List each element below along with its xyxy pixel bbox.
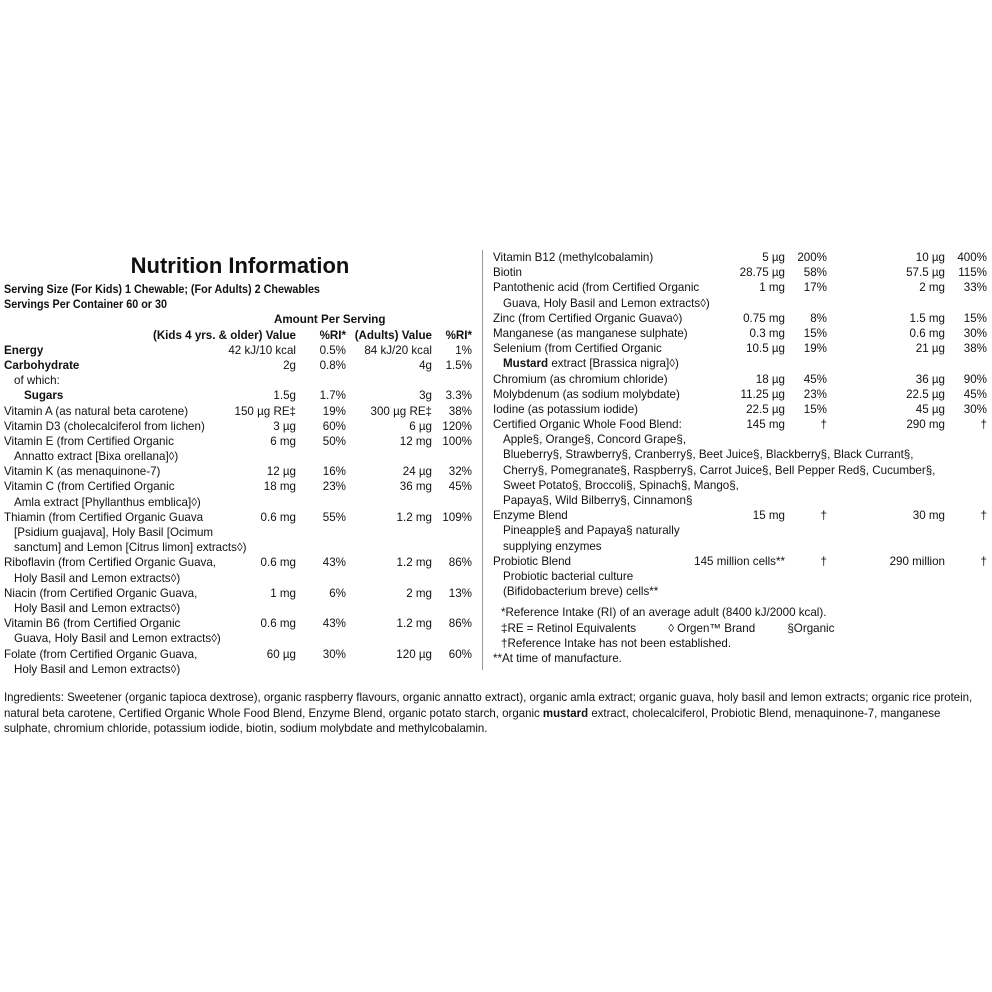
value-kids: 18 µg bbox=[755, 372, 785, 386]
value-kids: 60 µg bbox=[266, 647, 296, 661]
pct-adults: † bbox=[980, 418, 987, 432]
value-kids: 10.5 µg bbox=[746, 342, 785, 356]
value-adults: 36 µg bbox=[915, 372, 945, 386]
servings-per-container: Servings Per Container 60 or 30 bbox=[4, 298, 167, 312]
nutrient-label: Holy Basil and Lemon extracts◊) bbox=[14, 601, 181, 615]
nutrient-row bbox=[493, 326, 988, 341]
nutrient-row bbox=[4, 662, 474, 677]
nutrient-label: Holy Basil and Lemon extracts◊) bbox=[14, 662, 181, 676]
nutrient-label: Vitamin B12 (methylcobalamin) bbox=[493, 251, 654, 264]
header-pct-kids: %RI* bbox=[319, 328, 346, 342]
value-adults: 45 µg bbox=[915, 402, 945, 416]
pct-adults: 1% bbox=[455, 343, 472, 357]
nutrient-label: Chromium (as chromium chloride) bbox=[493, 372, 668, 386]
nutrient-label: Guava, Holy Basil and Lemon extracts◊) bbox=[14, 632, 221, 646]
header-pct-adults: %RI* bbox=[445, 328, 472, 342]
nutrient-label: Enzyme Blend bbox=[493, 509, 568, 523]
nutrient-label: Vitamin K (as menaquinone-7) bbox=[4, 465, 161, 479]
header-adults: (Adults) Value bbox=[354, 328, 432, 342]
nutrient-row bbox=[493, 478, 988, 493]
nutrient-row bbox=[493, 523, 988, 538]
nutrient-label: Folate (from Certified Organic Guava, bbox=[4, 647, 198, 661]
pct-kids: 15% bbox=[803, 402, 827, 416]
value-adults: 2 mg bbox=[406, 586, 432, 600]
nutrient-label: Probiotic Blend bbox=[493, 554, 571, 568]
pct-kids: 19% bbox=[322, 404, 346, 418]
value-kids: 28.75 µg bbox=[739, 266, 785, 280]
nutrient-row bbox=[4, 449, 474, 464]
nutrient-label: Thiamin (from Certified Organic Guava bbox=[4, 510, 204, 524]
pct-adults: 1.5% bbox=[445, 358, 472, 372]
value-kids: 0.3 mg bbox=[749, 326, 785, 340]
nutrient-row bbox=[493, 402, 988, 417]
pct-adults: 30% bbox=[963, 326, 987, 340]
value-kids: 0.75 mg bbox=[743, 311, 785, 325]
nutrient-row bbox=[493, 387, 988, 402]
nutrient-row bbox=[4, 571, 474, 586]
left-nutrient-list bbox=[4, 343, 474, 677]
pct-adults: 86% bbox=[448, 556, 472, 570]
value-adults: 120 µg bbox=[396, 647, 432, 661]
value-kids: 0.6 mg bbox=[260, 556, 296, 570]
nutrient-label: Cherry§, Pomegranate§, Raspberry§, Carrot Juice§, Bell Pepper Red§, Cucumber§, bbox=[503, 463, 936, 477]
value-kids: 3 µg bbox=[273, 419, 296, 433]
pct-kids: 45% bbox=[803, 372, 827, 386]
nutrient-row bbox=[4, 616, 474, 631]
nutrient-label: Sugars bbox=[24, 389, 64, 403]
value-adults: 21 µg bbox=[915, 342, 945, 356]
value-adults: 24 µg bbox=[402, 465, 432, 479]
pct-kids: 17% bbox=[803, 281, 827, 295]
serving-size: Serving Size (For Kids) 1 Chewable; (For Adults) 2 Chewables bbox=[4, 283, 320, 296]
right-column bbox=[493, 250, 988, 666]
nutrient-label: Amla extract [Phyllanthus emblica]◊) bbox=[14, 495, 201, 509]
value-adults: 84 kJ/20 kcal bbox=[364, 343, 432, 357]
pct-kids: 23% bbox=[803, 387, 827, 401]
pct-kids: 8% bbox=[810, 311, 827, 325]
nutrient-label: Selenium (from Certified Organic bbox=[493, 342, 662, 356]
nutrient-row bbox=[4, 495, 474, 510]
value-kids: 2g bbox=[283, 358, 296, 372]
nutrient-label: Zinc (from Certified Organic Guava◊) bbox=[493, 311, 683, 325]
value-kids: 15 mg bbox=[752, 509, 785, 523]
value-adults: 1.2 mg bbox=[396, 556, 432, 570]
page-title: Nutrition Information bbox=[130, 253, 350, 278]
value-kids: 12 µg bbox=[266, 465, 296, 479]
nutrient-label: Vitamin B6 (from Certified Organic bbox=[4, 617, 181, 631]
value-kids: 150 µg RE‡ bbox=[234, 404, 296, 418]
pct-adults: 90% bbox=[963, 372, 987, 386]
nutrient-row bbox=[4, 358, 474, 373]
nutrient-label: Carbohydrate bbox=[4, 358, 80, 372]
nutrient-label: Pineapple§ and Papaya§ naturally bbox=[503, 524, 680, 538]
nutrient-label: Vitamin E (from Certified Organic bbox=[4, 434, 174, 448]
value-adults: 0.6 mg bbox=[909, 326, 945, 340]
nutrient-label: Biotin bbox=[493, 266, 523, 280]
nutrient-row bbox=[493, 508, 988, 523]
pct-kids: 58% bbox=[803, 266, 827, 280]
nutrient-row bbox=[4, 631, 474, 646]
pct-kids: † bbox=[820, 509, 827, 523]
nutrient-row bbox=[4, 555, 474, 570]
value-kids: 6 mg bbox=[270, 434, 296, 448]
nutrient-row bbox=[493, 265, 988, 280]
pct-adults: 45% bbox=[448, 480, 472, 494]
header-kids: (Kids 4 yrs. & older) Value bbox=[152, 328, 296, 342]
footnote-manufacture: **At time of manufacture. bbox=[493, 651, 622, 665]
nutrient-row bbox=[4, 525, 474, 540]
pct-kids: 0.5% bbox=[319, 343, 346, 357]
left-column bbox=[4, 250, 474, 677]
nutrient-label: Pantothenic acid (from Certified Organic bbox=[493, 281, 700, 295]
nutrient-label: sanctum] and Lemon [Citrus limon] extracts◊) bbox=[14, 541, 247, 555]
nutrient-label: Vitamin D3 (cholecalciferol from lichen) bbox=[4, 419, 205, 433]
pct-adults: 15% bbox=[963, 311, 987, 325]
nutrient-row bbox=[493, 296, 988, 311]
column-headers bbox=[4, 328, 474, 343]
amount-per-serving-row bbox=[4, 312, 474, 327]
footnotes bbox=[493, 605, 988, 666]
value-kids: 0.6 mg bbox=[260, 510, 296, 524]
nutrient-row bbox=[4, 373, 474, 388]
nutrient-row bbox=[493, 447, 988, 462]
nutrient-label: Riboflavin (from Certified Organic Guava, bbox=[4, 556, 216, 570]
nutrient-label: Guava, Holy Basil and Lemon extracts◊) bbox=[503, 296, 710, 310]
value-adults: 10 µg bbox=[915, 251, 945, 264]
pct-adults: 45% bbox=[963, 387, 987, 401]
pct-adults: 100% bbox=[442, 434, 472, 448]
value-kids: 18 mg bbox=[263, 480, 296, 494]
nutrient-label: supplying enzymes bbox=[503, 539, 602, 553]
pct-adults: 38% bbox=[963, 342, 987, 356]
value-adults: 290 million bbox=[889, 554, 945, 568]
pct-kids: 15% bbox=[803, 326, 827, 340]
nutrient-row bbox=[493, 569, 988, 584]
nutrient-label: Certified Organic Whole Food Blend: bbox=[493, 418, 682, 432]
pct-adults: 32% bbox=[448, 465, 472, 479]
nutrient-row bbox=[493, 493, 988, 508]
value-adults: 6 µg bbox=[409, 419, 432, 433]
nutrient-row bbox=[493, 417, 988, 432]
pct-adults: 120% bbox=[442, 419, 472, 433]
pct-kids: 43% bbox=[322, 617, 346, 631]
value-adults: 1.2 mg bbox=[396, 510, 432, 524]
right-nutrient-list bbox=[493, 250, 988, 599]
nutrient-row bbox=[493, 463, 988, 478]
value-adults: 36 mg bbox=[399, 480, 432, 494]
value-kids: 1 mg bbox=[759, 281, 785, 295]
nutrient-row bbox=[4, 343, 474, 358]
value-kids: 1.5g bbox=[273, 389, 296, 403]
nutrition-panel bbox=[0, 250, 992, 676]
ingredients-bold: mustard bbox=[542, 705, 589, 720]
pct-kids: † bbox=[820, 418, 827, 432]
nutrient-label: Manganese (as manganese sulphate) bbox=[493, 326, 688, 340]
value-kids: 145 million cells** bbox=[694, 554, 785, 568]
footnote-ri: *Reference Intake (RI) of an average adult (8400 kJ/2000 kcal). bbox=[501, 606, 827, 620]
nutrient-row bbox=[493, 280, 988, 295]
value-adults: 30 mg bbox=[912, 509, 945, 523]
value-kids: 5 µg bbox=[762, 251, 785, 264]
nutrient-row bbox=[4, 647, 474, 662]
pct-adults: 30% bbox=[963, 402, 987, 416]
nutrient-label: Vitamin A (as natural beta carotene) bbox=[4, 404, 189, 418]
nutrient-row bbox=[4, 510, 474, 525]
nutrient-row bbox=[493, 311, 988, 326]
value-adults: 1.5 mg bbox=[909, 311, 945, 325]
amount-per-serving: Amount Per Serving bbox=[274, 313, 386, 327]
nutrient-label: Blueberry§, Strawberry§, Cranberry§, Beet Juice§, Blackberry§, Black Currant§, bbox=[503, 448, 914, 462]
nutrient-row bbox=[4, 434, 474, 449]
pct-kids: 19% bbox=[803, 342, 827, 356]
ingredients-pre: Ingredients: Sweetener (organic tapioca dextrose), organic raspberry flavours, organic annatto extract), organic amla extract; organic guava, holy basil and lemon extracts; organic rice protein, natural beta carotene, Certified Organic Whole Food Blend, Enzyme Blend, organic potato starch, organic bbox=[4, 690, 973, 720]
pct-adults: † bbox=[980, 554, 987, 568]
pct-kids: † bbox=[820, 554, 827, 568]
nutrient-label: Holy Basil and Lemon extracts◊) bbox=[14, 571, 181, 585]
pct-kids: 60% bbox=[322, 419, 346, 433]
nutrient-label: Annatto extract [Bixa orellana]◊) bbox=[14, 450, 179, 464]
nutrient-row bbox=[493, 554, 988, 569]
pct-adults: † bbox=[980, 509, 987, 523]
pct-adults: 109% bbox=[442, 510, 472, 524]
value-kids: 1 mg bbox=[270, 586, 296, 600]
nutrient-row bbox=[4, 419, 474, 434]
value-adults: 4g bbox=[419, 358, 432, 372]
nutrient-label: Niacin (from Certified Organic Guava, bbox=[4, 586, 198, 600]
nutrient-row bbox=[4, 540, 474, 555]
value-adults: 2 mg bbox=[919, 281, 945, 295]
nutrient-label: Energy bbox=[4, 343, 44, 357]
pct-adults: 86% bbox=[448, 617, 472, 631]
pct-adults: 400% bbox=[957, 251, 987, 264]
value-adults: 3g bbox=[419, 389, 432, 403]
value-kids: 42 kJ/10 kcal bbox=[228, 343, 296, 357]
pct-kids: 30% bbox=[322, 647, 346, 661]
pct-adults: 60% bbox=[448, 647, 472, 661]
label-bold-word: Mustard bbox=[503, 357, 549, 371]
value-kids: 22.5 µg bbox=[746, 402, 785, 416]
value-kids: 11.25 µg bbox=[740, 387, 785, 401]
nutrient-label: Probiotic bacterial culture bbox=[503, 569, 634, 583]
pct-adults: 13% bbox=[448, 586, 472, 600]
nutrient-row bbox=[493, 250, 988, 265]
nutrient-row bbox=[4, 586, 474, 601]
nutrient-label: Vitamin C (from Certified Organic bbox=[4, 480, 175, 494]
nutrient-row bbox=[4, 601, 474, 616]
nutrient-label: Apple§, Orange§, Concord Grape§, bbox=[503, 433, 687, 447]
nutrient-row bbox=[493, 372, 988, 387]
value-kids: 145 mg bbox=[746, 418, 785, 432]
nutrient-row bbox=[4, 388, 474, 403]
nutrient-row bbox=[4, 479, 474, 494]
nutrient-row bbox=[493, 432, 988, 447]
nutrient-label: Mustard extract [Brassica nigra]◊) bbox=[503, 357, 679, 371]
value-adults: 290 mg bbox=[906, 418, 945, 432]
nutrient-row bbox=[493, 584, 988, 599]
footnote-dagger: †Reference Intake has not been established. bbox=[501, 636, 732, 650]
pct-kids: 16% bbox=[322, 465, 346, 479]
pct-kids: 43% bbox=[322, 556, 346, 570]
nutrient-row bbox=[493, 341, 988, 356]
pct-kids: 0.8% bbox=[319, 358, 346, 372]
pct-adults: 3.3% bbox=[445, 389, 472, 403]
pct-kids: 50% bbox=[322, 434, 346, 448]
nutrient-label: (Bifidobacterium breve) cells** bbox=[503, 585, 659, 599]
nutrient-label: Sweet Potato§, Broccoli§, Spinach§, Mango§, bbox=[503, 478, 739, 492]
column-divider bbox=[482, 250, 483, 670]
nutrient-label: [Psidium guajava], Holy Basil [Ocimum bbox=[14, 526, 214, 540]
nutrient-row bbox=[4, 404, 474, 419]
value-adults: 300 µg RE‡ bbox=[370, 404, 432, 418]
pct-adults: 33% bbox=[963, 281, 987, 295]
pct-adults: 38% bbox=[448, 404, 472, 418]
nutrient-label: Papaya§, Wild Bilberry§, Cinnamon§ bbox=[503, 494, 693, 507]
pct-kids: 6% bbox=[329, 586, 346, 600]
pct-adults: 115% bbox=[958, 266, 987, 280]
nutrient-row bbox=[4, 464, 474, 479]
value-adults: 57.5 µg bbox=[906, 266, 945, 280]
nutrient-label: Iodine (as potassium iodide) bbox=[493, 402, 639, 416]
value-adults: 1.2 mg bbox=[396, 617, 432, 631]
nutrient-label: of which: bbox=[14, 374, 60, 388]
value-adults: 22.5 µg bbox=[906, 387, 945, 401]
ingredients-text bbox=[4, 690, 988, 737]
footnote-re: ‡RE = Retinol Equivalents ◊ Orgen™ Brand §Organic bbox=[501, 621, 835, 635]
pct-kids: 23% bbox=[322, 480, 346, 494]
pct-kids: 55% bbox=[322, 510, 346, 524]
pct-kids: 200% bbox=[797, 251, 827, 264]
ingredients-post: extract, cholecalciferol, Probiotic Blend, menaquinone-7, manganese sulphate, chromium chloride, potassium iodide, biotin, sodium molybdate and methylcobalamin. bbox=[4, 705, 941, 735]
pct-kids: 1.7% bbox=[319, 389, 346, 403]
nutrient-label: Molybdenum (as sodium molybdate) bbox=[493, 387, 680, 401]
nutrient-row bbox=[493, 539, 988, 554]
value-kids: 0.6 mg bbox=[260, 617, 296, 631]
value-adults: 12 mg bbox=[399, 434, 432, 448]
nutrient-row bbox=[493, 356, 988, 371]
